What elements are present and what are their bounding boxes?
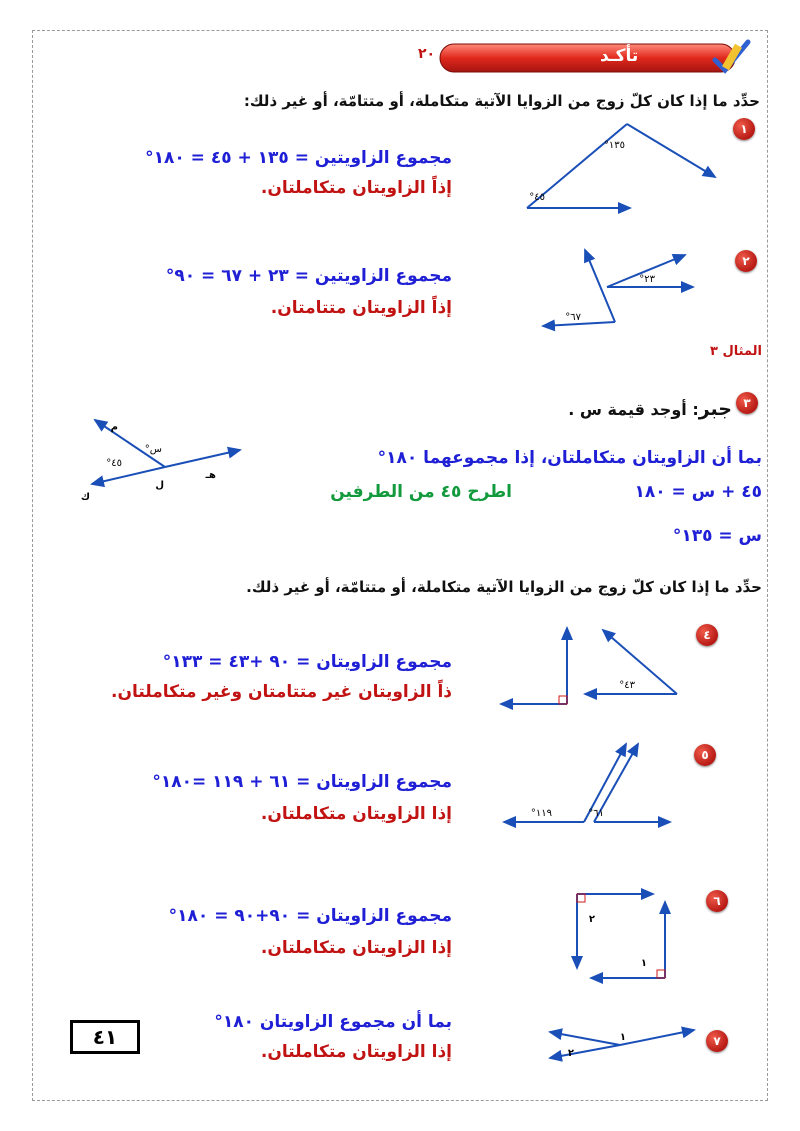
header-title: تأكـد [600, 46, 639, 66]
page-number: ٤١ [70, 1020, 140, 1054]
p4-sum: مجموع الزاويتان = ٩٠ +٤٣ = ١٣٣° [162, 652, 452, 672]
p3-label-s: س° [144, 444, 162, 455]
p3-label-k: ك [80, 492, 90, 502]
p2-sum: مجموع الزاويتين = ٢٣ + ٦٧ = ٩٠° [165, 266, 452, 286]
p7-label-2: ٢ [567, 1048, 574, 1059]
p5-angle-119: ١١٩° [530, 808, 552, 819]
badge-1: ١ [733, 118, 755, 140]
p3-equation: ٤٥ + س = ١٨٠ [634, 482, 762, 502]
badge-5: ٥ [694, 744, 716, 766]
p3-heading [568, 398, 732, 420]
p3-label-l: ل [155, 480, 164, 491]
second-instruction: حدِّد ما إذا كان كلّ زوج من الزوايا الآتية متكاملة، أو متتامّة، أو غير ذلك. [246, 578, 762, 596]
p2-conclusion: إذاً الزاويتان متتامتان. [270, 298, 452, 318]
p2-angle-67: ٦٧° [565, 312, 581, 323]
p5-angle-61: ٦١° [588, 808, 604, 819]
p1-angle-135: ١٣٥° [603, 140, 625, 151]
p3-label-45: ٤٥° [106, 458, 122, 469]
p6-conclusion: إذا الزاويتان متكاملتان. [260, 938, 452, 958]
p6-label-1: ١ [640, 958, 647, 969]
p3-prompt: : أوجد قيمة س . [568, 400, 699, 419]
p5-sum: مجموع الزاويتان = ٦١ + ١١٩ =١٨٠° [152, 772, 452, 792]
p3-hint: اطرح ٤٥ من الطرفين [330, 482, 512, 502]
figure-4 [495, 620, 685, 710]
p2-angle-23: ٢٣° [639, 274, 655, 285]
figure-1 [515, 112, 725, 222]
p7-label-1: ١ [619, 1032, 626, 1043]
figure-6 [565, 880, 685, 990]
p1-conclusion: إذاً الزاويتان متكاملتان. [260, 178, 452, 198]
badge-7: ٧ [706, 1030, 728, 1052]
p1-angle-45: ٤٥° [529, 192, 545, 203]
p3-label-m: م [110, 422, 118, 433]
p3-label-h: هـ [205, 470, 216, 481]
p3-title: جبر [698, 398, 732, 420]
p3-result: س = ١٣٥° [672, 526, 762, 546]
p1-sum: مجموع الزاويتين = ١٣٥ + ٤٥ = ١٨٠° [145, 148, 452, 168]
figure-3 [80, 412, 250, 502]
intro-instruction: حدِّد ما إذا كان كلّ زوج من الزوايا الآتية متكاملة، أو متتامّة، أو غير ذلك: [243, 92, 760, 110]
figure-7 [540, 1018, 705, 1068]
figure-5 [500, 738, 680, 838]
figure-2 [535, 240, 715, 340]
p5-conclusion: إذا الزاويتان متكاملتان. [260, 804, 452, 824]
p7-conclusion: إذا الزاويتان متكاملتان. [260, 1042, 452, 1062]
p3-line1: بما أن الزاويتان متكاملتان، إذا مجموعهما ١٨٠° [377, 448, 762, 468]
p7-sum: بما أن مجموع الزاويتان ١٨٠° [214, 1012, 452, 1032]
p6-label-2: ٢ [588, 914, 595, 925]
p4-angle-43: ٤٣° [619, 680, 635, 691]
badge-2: ٢ [735, 250, 757, 272]
p4-conclusion: ذاً الزاويتان غير متتامتان وغير متكاملتان. [111, 682, 452, 702]
badge-3: ٣ [736, 392, 758, 414]
badge-4: ٤ [696, 624, 718, 646]
example-reference: المثال ٣ [710, 344, 762, 359]
header-number: ٢٠ [418, 46, 436, 62]
badge-6: ٦ [706, 890, 728, 912]
p6-sum: مجموع الزاويتان = ٩٠+٩٠ = ١٨٠° [168, 906, 452, 926]
header-banner [410, 38, 755, 78]
